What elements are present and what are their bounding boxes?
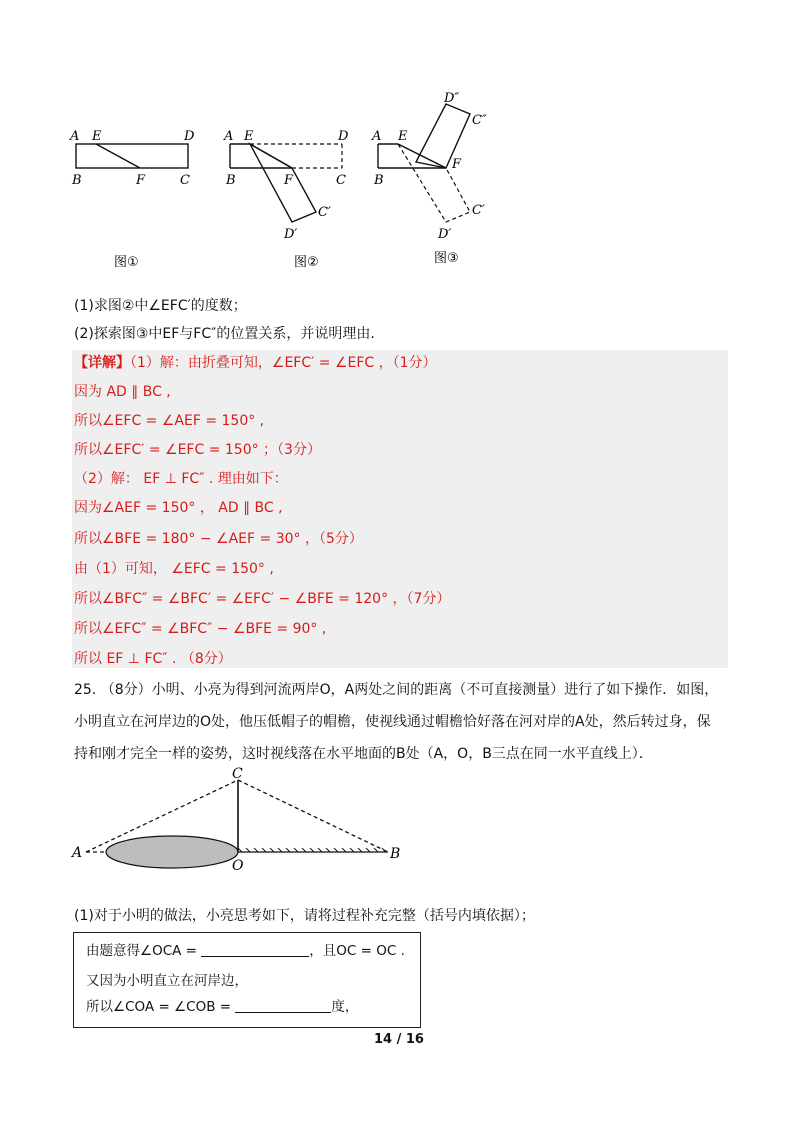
solution-line-1 [74, 353, 437, 373]
fig1-label-e: E [92, 129, 102, 144]
fig1-label-b: B [72, 173, 82, 188]
fig3-label-f: F [452, 157, 462, 172]
fig3-label-d-double: D″ [444, 92, 460, 106]
box-line-1-b: ，且OC = OC . [309, 943, 405, 959]
fig4-label-c: C [232, 766, 243, 782]
fig3-label-e: E [398, 129, 408, 144]
solution-line-3: 所以∠EFC = ∠AEF = 150° , [74, 413, 265, 429]
figure-3 [370, 92, 510, 272]
blank-angle-degree[interactable] [235, 998, 331, 1013]
fig2-label-c-prime: C′ [318, 205, 331, 220]
question-2: (2)探索图③中EF与FC″的位置关系，并说明理由. [74, 326, 375, 342]
box-line-3 [86, 995, 358, 1015]
solution-line-8: 由（1）可知， ∠EFC = 150° , [74, 561, 274, 577]
solution-line-10: 所以∠EFC″ = ∠BFC″ − ∠BFE = 90° , [74, 621, 327, 637]
problem-25-line-2: 小明直立在河岸边的O处，他压低帽子的帽檐，使视线通过帽檐恰好落在河对岸的A处，然后转过身，保 [74, 714, 711, 730]
fig3-label-b: B [374, 173, 384, 188]
box-line-3-a: 所以∠COA = ∠COB = [86, 999, 232, 1015]
fig4-label-b: B [390, 846, 401, 862]
fig4-label-o: O [232, 858, 244, 874]
fig1-label-d: D [184, 129, 195, 144]
fig3-label-c-double: C″ [472, 113, 487, 128]
solution-line-7: 所以∠BFE = 180° − ∠AEF = 30° ，（5分） [74, 531, 363, 547]
answer-box [73, 932, 421, 1028]
fig3-label-a: A [372, 129, 382, 144]
fig2-label-a: A [224, 129, 234, 144]
fig1-label-c: C [180, 173, 190, 188]
fig2-label-b: B [226, 173, 236, 188]
page-number: 14 / 16 [374, 1032, 424, 1047]
box-line-1 [86, 939, 405, 959]
solution-line-4: 所以∠EFC′ = ∠EFC = 150° ；（3分） [74, 442, 321, 458]
sub-question-1: (1)对于小明的做法，小亮思考如下，请将过程补充完整（括号内填依据）； [74, 908, 535, 924]
fig3-label-d-prime: D′ [438, 227, 452, 242]
figure-2 [222, 122, 362, 272]
fig1-label-f: F [136, 173, 146, 188]
fig2-label-c: C [336, 173, 346, 188]
fig4-label-a: A [72, 845, 83, 861]
problem-25-line-3: 持和刚才完全一样的姿势，这时视线落在水平地面的B处（A，O，B三点在同一水平直线上）． [74, 746, 653, 762]
fig3-label-c-prime: C′ [472, 203, 485, 218]
fig3-caption: 图③ [434, 251, 459, 266]
fig1-label-a: A [70, 129, 80, 144]
question-1: (1)求图②中∠EFC′的度数； [74, 298, 247, 314]
fig2-caption: 图② [294, 255, 319, 270]
box-line-3-b: 度， [331, 999, 359, 1015]
fig2-label-d-prime: D′ [284, 227, 298, 242]
box-line-2: 又因为小明直立在河岸边， [86, 973, 248, 989]
box-line-1-a: 由题意得∠OCA = [86, 943, 197, 959]
solution-line-2: 因为 AD ∥ BC , [74, 384, 171, 400]
blank-angle-oca[interactable] [201, 942, 309, 957]
fig2-label-d: D [338, 129, 349, 144]
fig1-caption: 图① [114, 255, 139, 270]
solution-line-1-text: （1）解：由折叠可知，∠EFC′ = ∠EFC ，（1分） [130, 355, 437, 371]
solution-line-6: 因为∠AEF = 150° ， AD ∥ BC , [74, 500, 283, 516]
solution-line-5: （2）解： EF ⊥ FC″ . 理由如下： [74, 471, 288, 487]
detail-tag: 【详解】 [74, 355, 130, 371]
fig2-label-f: F [284, 173, 294, 188]
solution-line-11: 所以 EF ⊥ FC″ . （8分） [74, 651, 232, 667]
problem-25-line-1: 25. （8分）小明、小亮为得到河流两岸O，A两处之间的距离（不可直接测量）进行了如下操作．如图， [74, 682, 719, 698]
figure-river [66, 766, 416, 876]
solution-line-9: 所以∠BFC″ = ∠BFC′ = ∠EFC′ − ∠BFE = 120° ，（7分） [74, 591, 451, 607]
figure-1 [68, 122, 208, 272]
fig2-label-e: E [244, 129, 254, 144]
